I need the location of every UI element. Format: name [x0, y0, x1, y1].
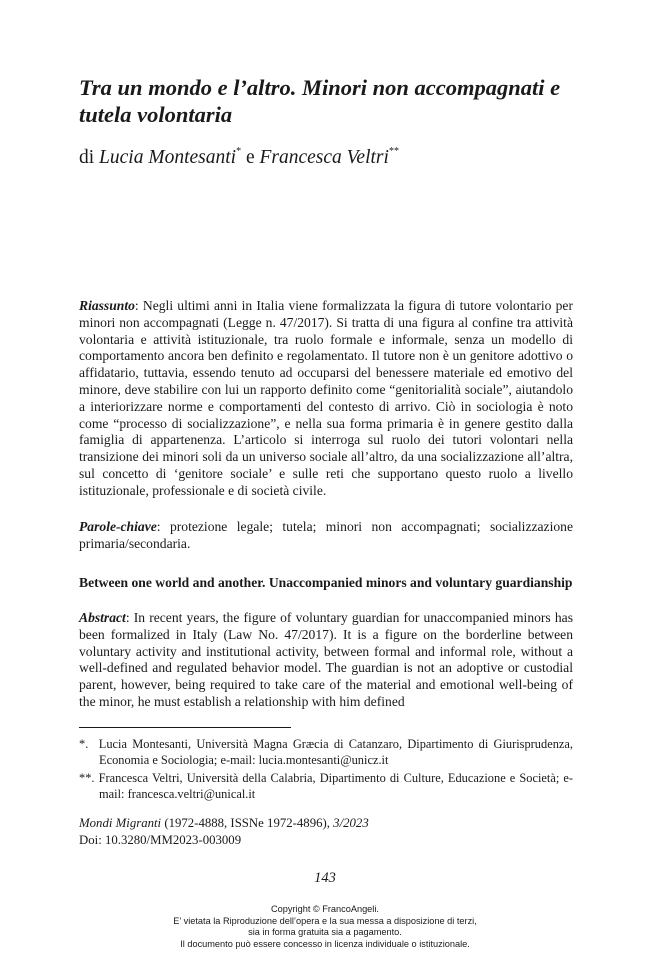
- byline-conjunction: e: [241, 147, 260, 168]
- english-title: Between one world and another. Unaccompanied minors and voluntary guardianship: [79, 575, 573, 590]
- copyright-line-4: Il documento può essere concesso in licenza individuale o istituzionale.: [180, 938, 470, 949]
- keywords-paragraph: [79, 519, 573, 553]
- abstract-label: Abstract: [79, 610, 126, 625]
- copyright-line-3: sia in forma gratuita sia a pagamento.: [248, 927, 402, 937]
- copyright-line-1: Copyright © FrancoAngeli.: [271, 904, 379, 914]
- keywords-text: : protezione legale; tutela; minori non accompagnati; socializzazione primaria/secondaria.: [79, 519, 573, 551]
- journal-issn: (1972-4888, ISSNe 1972-4896),: [161, 816, 334, 830]
- riassunto-text: : Negli ultimi anni in Italia viene formalizzata la figura di tutore volontario per minori non accompagnati (Legge n. 47/2017). Si tratta di una figura al confine tra attività volontaria e attività istituzionale, tra ruolo formale e informale, senza un modello di comportamento ancora ben definito e regolamentato. Il tutore non è un genitore adottivo o affidatario, tuttavia, essendo tenuto ad occuparsi del benessere materiale ed emotivo del minore, deve stabilire con lui un rapporto definito come “genitorialità sociale”, aiutandolo a interiorizzare norme e comportamenti del contesto di arrivo. Ciò in sociologia è noto come “processo di socializzazione”, e nella sua forma primaria è in genere gestito dalla famiglia di appartenenza. L’articolo si interroga sul ruolo dei tutori volontari nella transizione dei minori soli da un universo sociale all’altro, da una socializzazione all’altra, sul concetto di ‘genitore sociale’ e sulle reti che supportano questo ruolo a livello istituzionale, professionale e di società civile.: [79, 298, 573, 498]
- abstract-text: : In recent years, the figure of voluntary guardian for unaccompanied minors has been formalized in Italy (Law No. 47/2017). It is a figure on the borderline between voluntary activity and institutional activity, between formal and informal role, without a well-defined and regulated behavior model. The guardian is not an adoptive or custodial parent, however, being required to take care of the material and emotional well-being of the minor, he must establish a relationship with him defined: [79, 610, 573, 709]
- footnote-2-mark: **.: [79, 771, 95, 785]
- journal-issue: 3/2023: [333, 816, 369, 830]
- footnote-2: [79, 771, 573, 802]
- byline-prefix: di: [79, 147, 100, 168]
- author-byline: [79, 146, 399, 170]
- copyright-line-2: E’ vietata la Riproduzione dell’opera e la sua messa a disposizione di terzi,: [173, 915, 477, 926]
- author-2-footnote-mark: **: [388, 146, 399, 157]
- footnote-1-text: Lucia Montesanti, Università Magna Græcia di Catanzaro, Dipartimento di Giurisprudenza, Economia e Sociologia; e-mail: lucia.montesanti@unicz.it: [98, 737, 573, 767]
- author-1-footnote-mark: *: [236, 146, 242, 157]
- author-name-2: Francesca Veltri: [259, 147, 389, 168]
- copyright-notice: [0, 904, 650, 950]
- page-number: 143: [314, 870, 336, 886]
- journal-citation: [79, 815, 369, 848]
- keywords-label: Parole-chiave: [79, 519, 157, 534]
- riassunto-paragraph: [79, 298, 573, 500]
- journal-doi: Doi: 10.3280/MM2023-003009: [79, 832, 242, 847]
- footnote-divider: [79, 727, 291, 728]
- journal-name: Mondi Migranti: [79, 816, 162, 830]
- abstract-paragraph: [79, 610, 573, 711]
- footnote-2-text: Francesca Veltri, Università della Calabria, Dipartimento di Culture, Educazione e Società; e-mail: francesca.veltri@unical.it: [98, 771, 573, 801]
- footnote-1-mark: *.: [79, 737, 89, 751]
- footnote-1: [79, 737, 573, 768]
- article-title: Tra un mondo e l’altro. Minori non accompagnati e tutela volontaria: [79, 75, 561, 127]
- riassunto-label: Riassunto: [79, 298, 135, 313]
- author-name-1: Lucia Montesanti: [99, 147, 237, 168]
